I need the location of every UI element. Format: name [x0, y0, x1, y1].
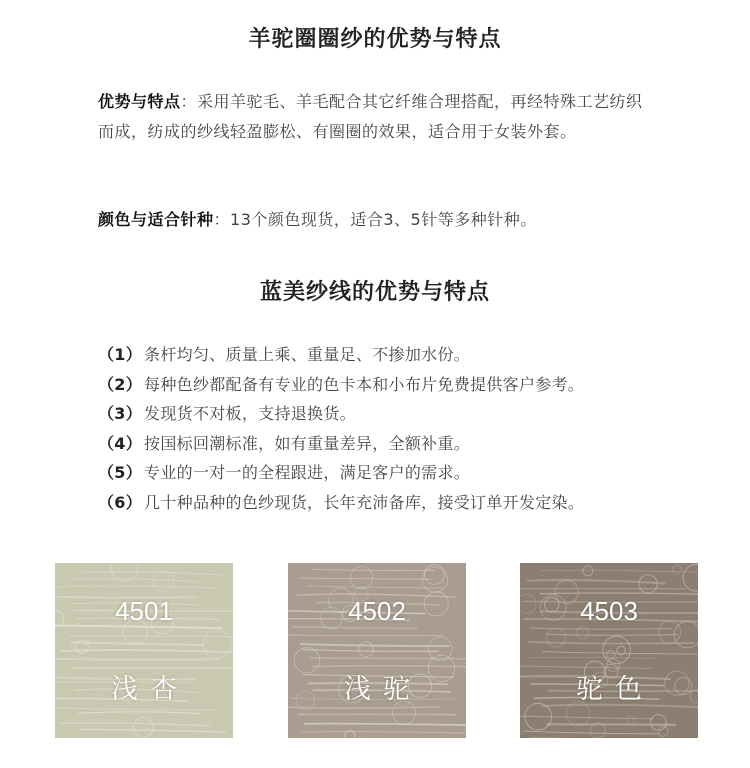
list-item: [98, 370, 698, 400]
color-paragraph: [98, 205, 658, 235]
list-item-text: 条杆均匀、质量上乘、重量足、不掺加水份。: [144, 345, 471, 364]
list-item: [98, 399, 698, 429]
swatch-color-name: 浅杏: [111, 674, 189, 705]
list-item-text: 发现货不对板，支持退换货。: [144, 404, 356, 423]
swatch-code: 4502: [348, 596, 406, 626]
color-swatch-4503: [520, 563, 698, 738]
section-title-lanmei-yarn: 蓝美纱线的优势与特点: [259, 280, 490, 305]
list-item: [98, 488, 698, 518]
yarn-texture-image: [288, 563, 466, 738]
advantage-paragraph: [98, 87, 658, 147]
list-item-text: 每种色纱都配备有专业的色卡本和小布片免费提供客户参考。: [144, 374, 585, 394]
yarn-texture-image: [55, 563, 233, 738]
swatch-code: 4501: [115, 596, 173, 626]
list-item: [98, 458, 698, 488]
list-item: [98, 429, 698, 459]
section-title-alpaca-yarn: 羊驼圈圈纱的优势与特点: [248, 27, 502, 52]
color-text: ：13个颜色现货，适合3、5针等多种针种。: [213, 210, 537, 229]
list-item-number: （3）: [98, 404, 143, 423]
list-item-text: 专业的一对一的全程跟进，满足客户的需求。: [144, 463, 471, 482]
swatch-code: 4503: [580, 596, 638, 626]
advantage-text: ：采用羊驼毛、羊毛配合其它纤维合理搭配，再经特殊工艺纺织而成，纺成的纱线轻盈膨松、有圈圈的效果，适合用于女装外套。: [98, 92, 643, 141]
swatch-color-name: 浅驼: [344, 674, 422, 705]
list-item-number: （1）: [98, 345, 143, 364]
list-item-number: （4）: [98, 433, 143, 453]
color-label: 颜色与适合针种: [98, 210, 214, 229]
color-swatch-4502: [288, 563, 466, 738]
advantage-label: 优势与特点: [98, 92, 181, 111]
list-item-text: 按国标回潮标准，如有重量差异，全额补重。: [144, 433, 471, 453]
list-item: [98, 340, 698, 370]
list-item-text: 几十种品种的色纱现货，长年充沛备库，接受订单开发定染。: [144, 492, 585, 512]
advantage-list: [98, 340, 698, 517]
swatch-color-name: 驼色: [576, 674, 654, 705]
color-swatch-4501: [55, 563, 233, 738]
yarn-texture-image: [520, 563, 698, 738]
list-item-number: （2）: [98, 374, 143, 394]
list-item-number: （5）: [98, 463, 143, 482]
list-item-number: （6）: [98, 492, 143, 512]
